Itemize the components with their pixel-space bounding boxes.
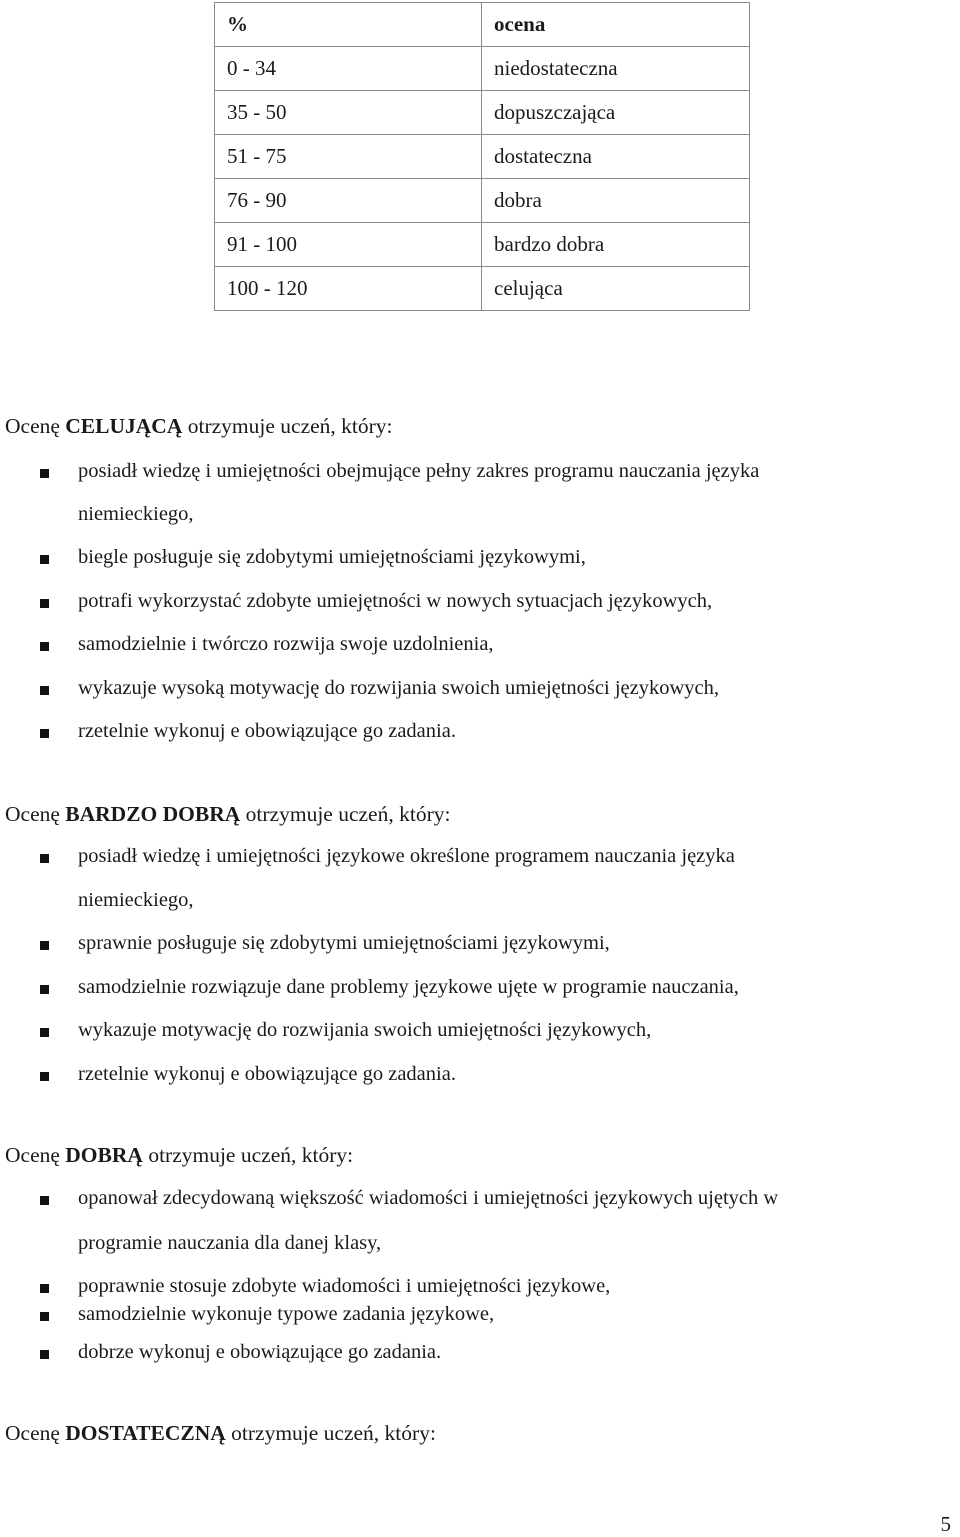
grade-name: dopuszczająca xyxy=(482,91,750,135)
table-row xyxy=(215,47,750,91)
table-row xyxy=(215,223,750,267)
heading-suffix: otrzymuje uczeń, który: xyxy=(142,1143,354,1167)
heading-prefix: Ocenę xyxy=(5,802,66,826)
percent-range: 51 - 75 xyxy=(215,135,482,179)
square-bullet-icon xyxy=(40,555,49,564)
square-bullet-icon xyxy=(40,599,49,608)
item-text: sprawnie posługuje się zdobytymi umiejętnościami językowymi, xyxy=(78,932,610,954)
percent-range: 0 - 34 xyxy=(215,47,482,91)
heading-prefix: Ocenę xyxy=(5,414,66,438)
square-bullet-icon xyxy=(40,985,49,994)
grade-scale-table xyxy=(214,2,750,311)
item-text: wykazuje wysoką motywację do rozwijania swoich umiejętności językowych, xyxy=(78,677,720,699)
item-text: rzetelnie wykonuj e obowiązujące go zadania. xyxy=(78,1063,456,1085)
heading-suffix: otrzymuje uczeń, który: xyxy=(240,802,451,826)
section-heading-celujaca xyxy=(5,414,393,439)
item-text: biegle posługuje się zdobytymi umiejętnościami językowymi, xyxy=(78,546,586,568)
grade-name: dostateczna xyxy=(482,135,750,179)
item-text: poprawnie stosuje zdobyte wiadomości i umiejętności językowe, xyxy=(78,1275,611,1297)
page-number: 5 xyxy=(940,1512,951,1536)
square-bullet-icon xyxy=(40,854,49,863)
heading-suffix: otrzymuje uczeń, który: xyxy=(225,1421,436,1445)
table-row xyxy=(215,135,750,179)
section-heading-bardzo-dobra xyxy=(5,802,450,827)
percent-range: 100 - 120 xyxy=(215,267,482,311)
square-bullet-icon xyxy=(40,941,49,950)
item-text: dobrze wykonuj e obowiązujące go zadania. xyxy=(78,1341,442,1363)
item-text-continued: niemieckiego, xyxy=(78,889,194,911)
square-bullet-icon xyxy=(40,1196,49,1205)
square-bullet-icon xyxy=(40,1072,49,1081)
square-bullet-icon xyxy=(40,1284,49,1293)
item-text: potrafi wykorzystać zdobyte umiejętności w nowych sytuacjach językowych, xyxy=(78,590,713,612)
item-text: posiadł wiedzę i umiejętności językowe określone programem nauczania języka xyxy=(78,845,735,867)
item-text: wykazuje motywację do rozwijania swoich umiejętności językowych, xyxy=(78,1019,652,1041)
header-percent: % xyxy=(215,3,482,47)
percent-range: 91 - 100 xyxy=(215,223,482,267)
grade-label: DOBRĄ xyxy=(65,1143,143,1167)
square-bullet-icon xyxy=(40,686,49,695)
item-text: posiadł wiedzę i umiejętności obejmujące pełny zakres programu nauczania języka xyxy=(78,460,760,482)
table-row xyxy=(215,179,750,223)
percent-range: 35 - 50 xyxy=(215,91,482,135)
grade-name: bardzo dobra xyxy=(482,223,750,267)
heading-prefix: Ocenę xyxy=(5,1421,66,1445)
grade-label: CELUJĄCĄ xyxy=(65,414,183,438)
grade-label: DOSTATECZNĄ xyxy=(65,1421,226,1445)
percent-range: 76 - 90 xyxy=(215,179,482,223)
square-bullet-icon xyxy=(40,1350,49,1359)
square-bullet-icon xyxy=(40,642,49,651)
item-text-continued: niemieckiego, xyxy=(78,503,194,525)
heading-suffix: otrzymuje uczeń, który: xyxy=(182,414,393,438)
table-row xyxy=(215,267,750,311)
item-text-continued: programie nauczania dla danej klasy, xyxy=(78,1232,382,1254)
grade-name: dobra xyxy=(482,179,750,223)
grade-name: niedostateczna xyxy=(482,47,750,91)
section-heading-dostateczna xyxy=(5,1421,436,1446)
item-text: rzetelnie wykonuj e obowiązujące go zadania. xyxy=(78,720,456,742)
table-header-row xyxy=(215,3,750,47)
square-bullet-icon xyxy=(40,729,49,738)
item-text: samodzielnie wykonuje typowe zadania językowe, xyxy=(78,1303,495,1325)
grade-label: BARDZO DOBRĄ xyxy=(65,802,241,826)
section-heading-dobra xyxy=(5,1143,353,1168)
grade-name: celująca xyxy=(482,267,750,311)
square-bullet-icon xyxy=(40,1028,49,1037)
item-text: samodzielnie rozwiązuje dane problemy językowe ujęte w programie nauczania, xyxy=(78,976,739,998)
heading-prefix: Ocenę xyxy=(5,1143,66,1167)
header-grade: ocena xyxy=(482,3,750,47)
square-bullet-icon xyxy=(40,1312,49,1321)
square-bullet-icon xyxy=(40,469,49,478)
table-row xyxy=(215,91,750,135)
item-text: opanował zdecydowaną większość wiadomości i umiejętności językowych ujętych w xyxy=(78,1187,779,1209)
item-text: samodzielnie i twórczo rozwija swoje uzdolnienia, xyxy=(78,633,494,655)
